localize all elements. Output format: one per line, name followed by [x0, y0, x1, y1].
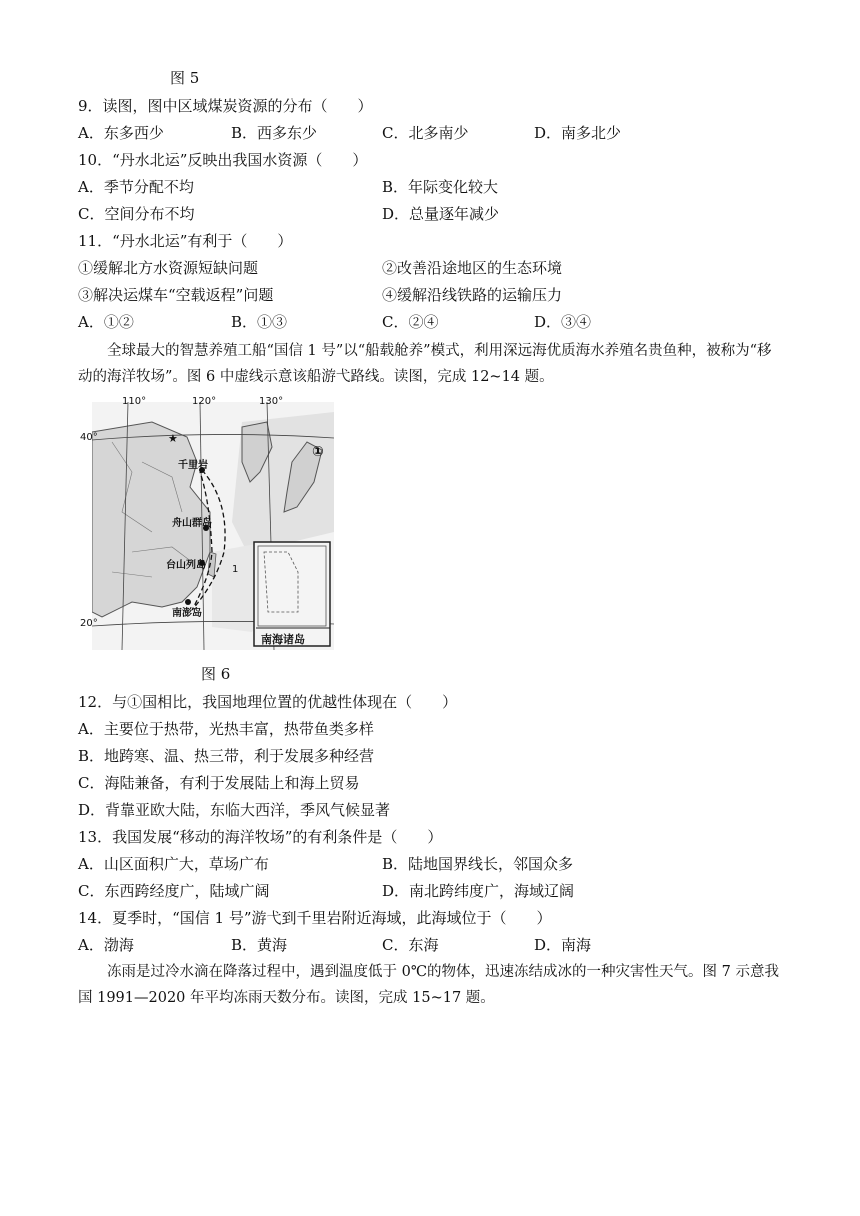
q14-option-d: D．南海	[534, 936, 592, 954]
svg-text:★: ★	[168, 432, 178, 445]
lon-label-110: 110°	[122, 396, 147, 407]
question-12-stem: 12．与①国相比，我国地理位置的优越性体现在（ ）	[78, 693, 458, 711]
q11-item-3: ③解决运煤车“空载返程”问题	[78, 286, 274, 304]
place-taishan: 台山列岛	[166, 560, 206, 571]
figure-6-caption: 图 6	[201, 665, 231, 683]
q11-option-b: B．①③	[231, 313, 288, 331]
q13-option-a: A．山区面积广大，草场广布	[78, 855, 269, 873]
q13-option-c: C．东西跨经度广，陆域广阔	[78, 882, 270, 900]
q13-option-d: D．南北跨纬度广，海域辽阔	[382, 882, 575, 900]
figure-6-map	[80, 396, 334, 650]
q10-option-a: A．季节分配不均	[78, 178, 194, 196]
q9-option-c: C．北多南少	[382, 124, 469, 142]
q14-option-a: A．渤海	[78, 936, 134, 954]
q12-option-c: C．海陆兼备，有利于发展陆上和海上贸易	[78, 774, 360, 792]
q11-item-1: ①缓解北方水资源短缺问题	[78, 259, 259, 277]
figure-5-caption: 图 5	[170, 69, 200, 87]
q10-option-d: D．总量逐年减少	[382, 205, 500, 223]
inset-label-nanhai: 南海诸岛	[261, 633, 305, 646]
place-zhoushan: 舟山群岛	[172, 518, 212, 529]
q11-option-a: A．①②	[78, 313, 134, 331]
place-qianliyan: 千里岩	[178, 460, 208, 471]
country-marker-1: ①	[312, 444, 324, 460]
q12-option-b: B．地跨寒、温、热三带，利于发展多种经营	[78, 747, 375, 765]
q14-option-b: B．黄海	[231, 936, 288, 954]
question-9-stem: 9．读图，图中区域煤炭资源的分布（ ）	[78, 97, 373, 115]
question-11-stem: 11．“丹水北运”有利于（ ）	[78, 232, 293, 250]
q9-option-b: B．西多东少	[231, 124, 318, 142]
inset-tick: 1	[232, 564, 239, 575]
q11-item-4: ④缓解沿线铁路的运输压力	[382, 286, 563, 304]
q14-option-c: C．东海	[382, 936, 439, 954]
q12-option-a: A．主要位于热带，光热丰富，热带鱼类多样	[78, 720, 374, 738]
place-nanpeng: 南澎岛	[172, 608, 202, 619]
q10-option-b: B．年际变化较大	[382, 178, 499, 196]
q10-option-c: C．空间分布不均	[78, 205, 195, 223]
lat-label-40: 40°	[80, 432, 98, 443]
q9-option-d: D．南多北少	[534, 124, 622, 142]
q11-option-c: C．②④	[382, 313, 439, 331]
lat-label-20: 20°	[80, 618, 98, 629]
q11-option-d: D．③④	[534, 313, 592, 331]
question-10-stem: 10．“丹水北运”反映出我国水资源（ ）	[78, 151, 368, 169]
passage-freezing-rain: 冻雨是过冷水滴在降落过程中，遇到温度低于 0℃的物体，迅速冻结成冰的一种灾害性天气。图 7 示意我国 1991—2020 年平均冻雨天数分布。读图，完成 15~17 题。	[78, 964, 779, 1006]
question-13-stem: 13．我国发展“移动的海洋牧场”的有利条件是（ ）	[78, 828, 443, 846]
q12-option-d: D．背靠亚欧大陆，东临大西洋，季风气候显著	[78, 801, 391, 819]
lon-label-120: 120°	[192, 396, 217, 407]
question-14-stem: 14．夏季时，“国信 1 号”游弋到千里岩附近海域，此海域位于（ ）	[78, 909, 552, 927]
passage-ship: 全球最大的智慧养殖工船“国信 1 号”以“船载舱养”模式，利用深远海优质海水养殖名贵鱼种，被称为“移动的海洋牧场”。图 6 中虚线示意该船游弋路线。读图，完成 12~14 题。	[78, 343, 772, 385]
q9-option-a: A．东多西少	[78, 124, 164, 142]
q11-item-2: ②改善沿途地区的生态环境	[382, 259, 563, 277]
q13-option-b: B．陆地国界线长，邻国众多	[382, 855, 574, 873]
lon-label-130: 130°	[259, 396, 284, 407]
